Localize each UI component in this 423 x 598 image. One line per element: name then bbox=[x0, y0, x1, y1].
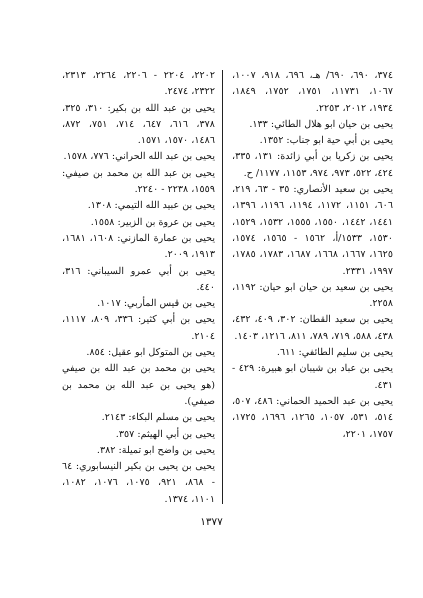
index-entry: يحيى بن عبد الله الحراني: ٧٧٦، ١٥٧٨. bbox=[63, 151, 215, 163]
index-entry: يحيى بن سعيد القطان: ٣٠٢، ٤٠٩، ٤٣٢، ٤٣٨، ٥٨٨، ٧١٩، ٧٨٩، ٨١١، ١٢١٦، ١٤٠٣. bbox=[232, 314, 393, 342]
index-entry: يحيى بن عمارة المازني: ١٦٠٨، ١٦٨١، ١٩١٣، ٢٠٠٩. bbox=[62, 232, 215, 261]
index-entry: يحيى بن حيان ابو هلال الطائي: ١٣٣. bbox=[249, 118, 393, 130]
index-entry: يحيى بن قيس المأربي: ١٠١٧. bbox=[97, 298, 215, 310]
index-entry: يحيى بن يحيى بن بكير النيسابوري: ٦٤ - ٨٦٨، ٩٢١، ١٠٧٥، ١٠٧٦، ١٠٨٢، ١١٠١، ١٣٧٤. bbox=[62, 461, 216, 505]
left-index-column bbox=[62, 68, 215, 508]
index-entry: يحيى بن عروة بن الزبير: ١٥٥٨. bbox=[90, 216, 215, 228]
index-entry: يحيى بن عبد الله بن بكير: ٣١٠، ٣٢٥، ٣٧٨، ٦١٦، ٦٤٧، ٧١٤، ٧٥١، ٨٧٢، ١٤٨٦، ١٥٧٠، ١٥٧١. bbox=[62, 102, 216, 147]
index-entry: يحيى بن أبي عمرو السيباني: ٣١٦، ٤٤٠. bbox=[62, 265, 215, 293]
index-entry: يحيى بن سعيد بن حيان ابو حيان: ١١٩٢، ٢٢٥٨. bbox=[232, 281, 393, 310]
right-index-column bbox=[232, 68, 393, 443]
index-entry: يحيى بن عبد الحميد الحماني: ٤٨٦، ٥٠٧، ٥١٤، ٥٣١، ١٠٥٧، ١٢٦٥، ١٦٩٦، ١٧٢٥، ١٧٥٧، ٢٢٠١، bbox=[232, 395, 393, 440]
index-entry: يحيى بن واضح ابو تميلة: ٣٨٢. bbox=[96, 444, 215, 456]
index-entry: يحيى بن محمد بن عبد الله بن صيفي (هو يحيى بن عبد الله بن محمد بن صيفي). bbox=[62, 363, 215, 407]
index-entry: يحيى بن مسلم البكاء: ٢١٤٣. bbox=[101, 412, 215, 424]
index-entry: يحيى بن زكريا بن أبي زائدة: ١٣١، ٣٣٥، ٤٢٤، ٥٢٢، ٩٧٣، ٩٧٤، ١١٥٣، ١١٧٧/ ح. bbox=[232, 151, 393, 179]
index-entry: يحيى بن عباد بن شيبان ابو هبيرة: ٤٢٩ - ٤٣١. bbox=[232, 363, 393, 391]
index-entry: يحيى بن المتوكل ابو عقيل: ٨٥٤. bbox=[86, 347, 215, 359]
index-entry: ٣٧٤، ٦٩٠، ٦٩٠/ هـ، ٦٩٦، ٩١٨، ١٠٠٧، ١٠٦٧، ١١٧٣١، ١٧٥١، ١٧٥٢، ١٨٤٩، ١٩٣٤، ٢٠١٢، ٢٢٥٣. bbox=[232, 70, 393, 114]
index-entry: يحيى بن أبي حية ابو جناب: ١٣٥٢. bbox=[259, 135, 393, 147]
index-entry: يحيى بن أبي الهيثم: ٣٥٧. bbox=[115, 428, 215, 440]
index-entry: يحيى بن سليم الطائفي: ٦١١. bbox=[276, 347, 393, 359]
index-entry: يحيى بن عبيد الله التيمي: ١٣٠٨. bbox=[87, 200, 215, 212]
index-entry: ٢٢٠٢، ٢٢٠٤ - ٢٢٠٦، ٢٢٦٤، ٢٣١٣، ٢٣٢٢، ٢٤٧٤. bbox=[62, 70, 215, 98]
page-number: ١٣٧٧ bbox=[200, 516, 223, 528]
index-entry: يحيى بن سعيد الأنصاري: ٣٥ - ٦٣، ٢١٩، ٦٠٦، ١١٥١، ١١٧٢، ١١٩٤، ١١٩٦، ١٣٩٦، ١٤٤١، ١٤٤٢، ١٥٥٠، ١٥٥٥، ١٥٣٢، ١٥٢٩، ١٥٣٠، ١٥٣٣/أ، ١٥٦٢ - ١٥٦٥، ١٥٧٤، ١٦٢٥، ١٦٦٧، ١٦٦٨، ١٦٨٧، ١٧٨٣، ١٧٨٥، ١٩٩٧، ٢٣٣١. bbox=[232, 184, 393, 277]
index-entry: يحيى بن عبد الله بن محمد بن صيفي: ١٥٥٩، ٢٢٣٨ - ٢٢٤٠. bbox=[62, 167, 215, 196]
index-entry: يحيى بن أبي كثير: ٣٣٦، ٨٠٩، ١١١٧، ٢١٠٤. bbox=[62, 314, 215, 342]
column-divider bbox=[222, 70, 223, 504]
